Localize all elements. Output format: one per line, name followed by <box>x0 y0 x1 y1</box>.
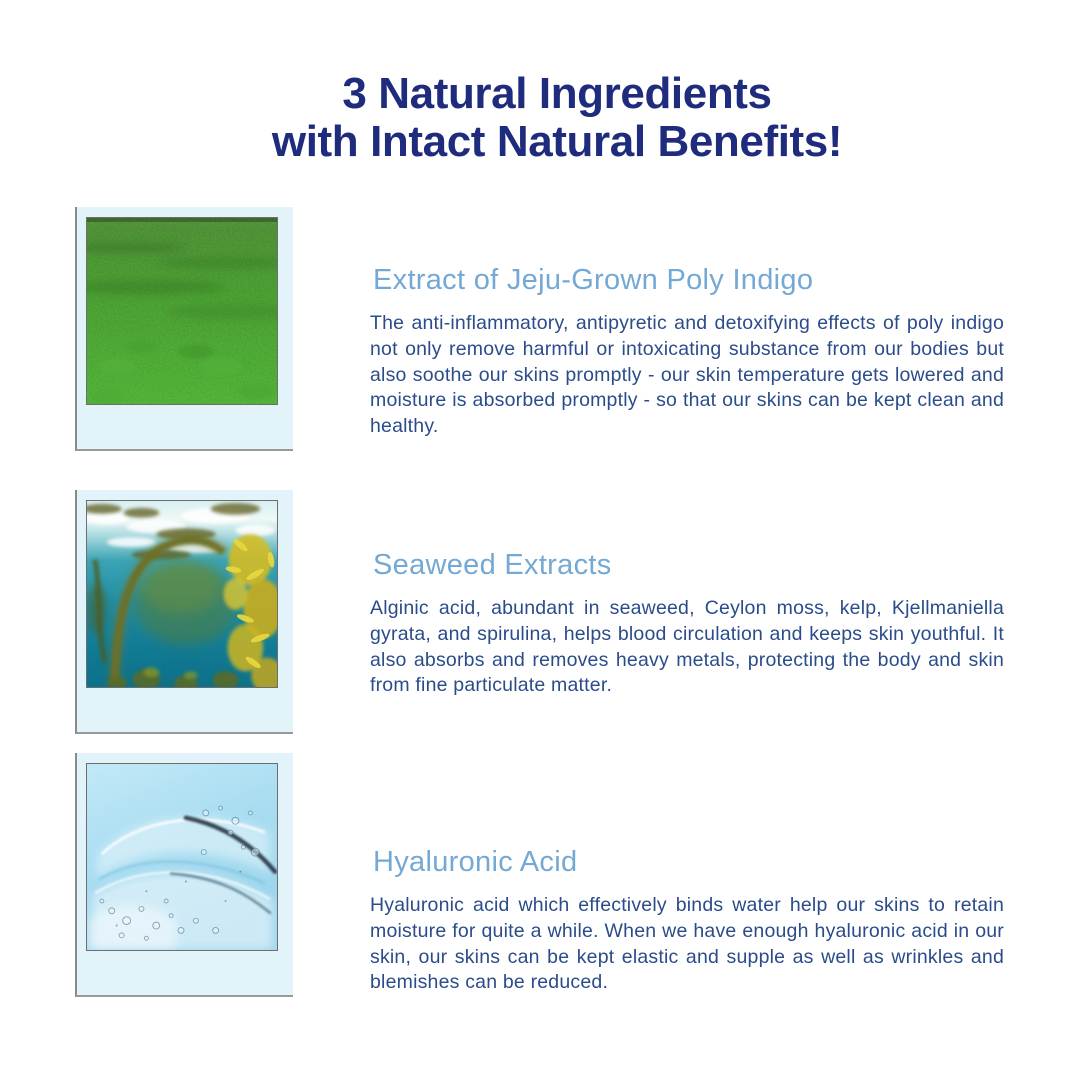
polaroid-frame-poly-indigo <box>75 207 293 451</box>
section-heading-hyaluronic: Hyaluronic Acid <box>373 846 578 878</box>
page-title-line2: with Intact Natural Benefits! <box>271 117 843 166</box>
gel-texture-illustration <box>87 764 277 950</box>
page-title <box>34 70 1080 166</box>
polaroid-frame-hyaluronic <box>75 753 293 997</box>
section-hyaluronic <box>370 844 1004 996</box>
jeju-poly-indigo-field-photo <box>86 217 278 405</box>
underwater-seaweed-illustration <box>87 501 277 687</box>
section-heading-poly-indigo: Extract of Jeju-Grown Poly Indigo <box>373 264 814 296</box>
section-body-seaweed: Alginic acid, abundant in seaweed, Ceylon moss, kelp, Kjellmaniella gyrata, and spirulina, helps blood circulation and keeps skin youthful. It also absorbs and removes heavy metals, protecting the body and skin from fine particulate matter. <box>370 597 1004 697</box>
section-body-poly-indigo: The anti-inflammatory, antipyretic and detoxifying effects of poly indigo not only remove harmful or intoxicating substance from our bodies but also soothe our skins promptly - our skin temperature gets lowered and moisture is absorbed promptly - so that our skins can be kept clean and healthy. <box>370 312 1004 438</box>
page-title-line1: 3 Natural Ingredients <box>342 69 772 118</box>
hyaluronic-acid-gel-photo <box>86 763 278 951</box>
green-field-illustration <box>87 218 277 404</box>
underwater-seaweed-kelp-photo <box>86 500 278 688</box>
section-seaweed <box>370 547 1004 699</box>
section-heading-seaweed: Seaweed Extracts <box>373 549 612 581</box>
section-poly-indigo <box>370 262 1004 440</box>
section-body-hyaluronic: Hyaluronic acid which effectively binds water help our skins to retain moisture for quite a while. When we have enough hyaluronic acid in our skin, our skins can be kept elastic and supple as well as wrinkles and blemishes can be reduced. <box>370 894 1004 994</box>
polaroid-frame-seaweed <box>75 490 293 734</box>
